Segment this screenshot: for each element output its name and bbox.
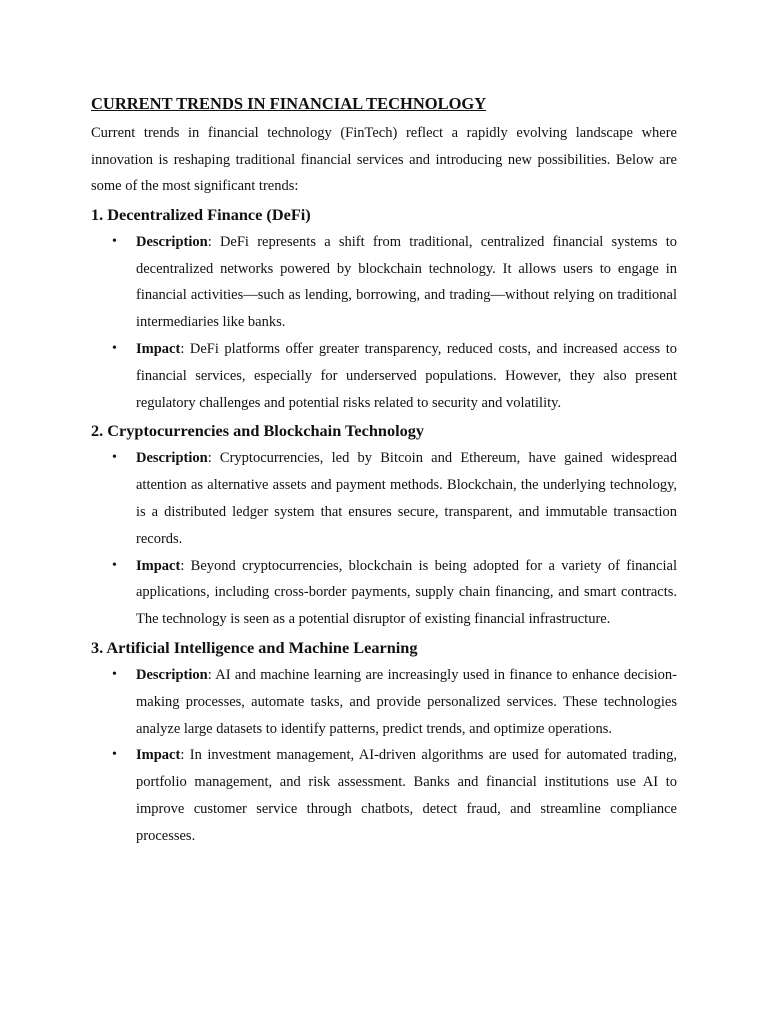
bullet-list-defi [91, 229, 677, 417]
bullet-list-ai [91, 662, 677, 850]
bullet-icon: • [112, 557, 117, 573]
bullet-list-crypto [91, 445, 677, 633]
bullet-icon: • [112, 747, 117, 763]
list-item [91, 445, 677, 552]
item-text: : In investment management, AI-driven algorithms are used for automated trading, portfolio management, and risk assessment. Banks and financial institutions use AI to improve customer service through chatbots, detect fraud, and streamline compliance processes. [136, 747, 677, 844]
item-term: Impact [136, 340, 181, 357]
item-term: Impact [136, 747, 181, 764]
section-heading-defi: 1. Decentralized Finance (DeFi) [91, 204, 311, 224]
item-term: Impact [136, 557, 181, 574]
bullet-icon: • [112, 233, 117, 249]
item-term: Description [136, 450, 208, 467]
list-item [91, 742, 677, 849]
item-text: : DeFi represents a shift from traditional, centralized financial systems to decentralized networks powered by blockchain technology. It allows users to engage in financial activities—such as lending, borrowing, and trading—without relying on traditional intermediaries like banks. [136, 233, 677, 331]
item-text: : DeFi platforms offer greater transparency, reduced costs, and increased access to financial services, especially for underserved populations. However, they also present regulatory challenges and potential risks related to security and volatility. [136, 340, 677, 411]
bullet-icon: • [112, 340, 117, 356]
item-text: : Cryptocurrencies, led by Bitcoin and Ethereum, have gained widespread attention as alternative assets and payment methods. Blockchain, the underlying technology, is a distributed ledger system that ensures secure, transparent, and immutable transaction records. [136, 450, 677, 547]
item-term: Description [136, 233, 208, 250]
bullet-icon: • [112, 450, 117, 466]
list-item [91, 553, 677, 633]
item-text: : AI and machine learning are increasingly used in finance to enhance decision-making processes, automate tasks, and provide personalized services. These technologies analyze large datasets to identify patterns, predict trends, and optimize operations. [136, 666, 677, 737]
list-item [91, 336, 677, 416]
section-heading-crypto: 2. Cryptocurrencies and Blockchain Technology [91, 421, 425, 441]
list-item [91, 229, 677, 336]
section-heading-ai: 3. Artificial Intelligence and Machine Learning [91, 637, 418, 657]
bullet-icon: • [112, 666, 117, 682]
item-term: Description [136, 666, 208, 683]
document-title: CURRENT TRENDS IN FINANCIAL TECHNOLOGY [91, 94, 487, 113]
list-item [91, 662, 677, 742]
intro-paragraph: Current trends in financial technology (FinTech) reflect a rapidly evolving landscape where innovation is reshaping traditional financial services and introducing new possibilities. Below are some of the most significant trends: [91, 125, 677, 195]
item-text: : Beyond cryptocurrencies, blockchain is being adopted for a variety of financial applications, including cross-border payments, supply chain financing, and smart contracts. The technology is seen as a potential disruptor of existing financial infrastructure. [136, 557, 677, 628]
